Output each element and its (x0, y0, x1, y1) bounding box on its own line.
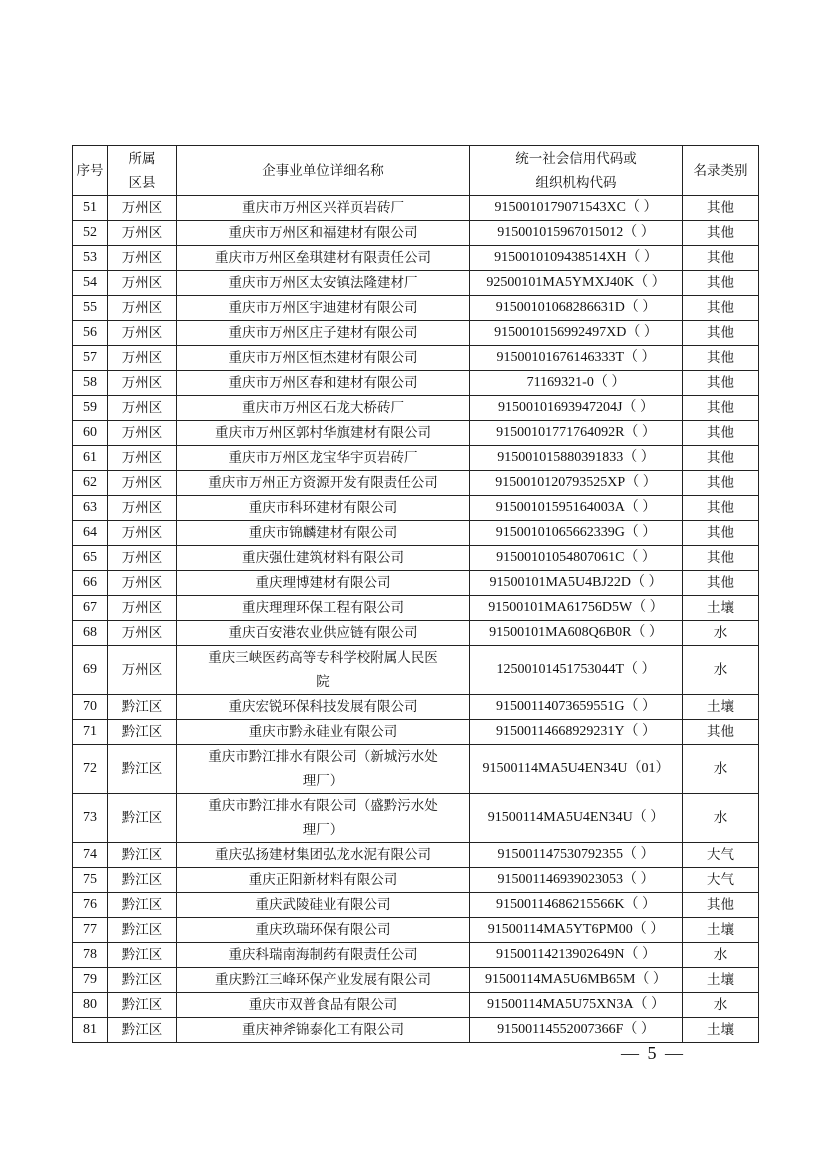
row-name-text: 重庆市万州区恒杰建材有限公司 (228, 350, 418, 366)
row-category: 其他 (683, 496, 759, 521)
row-index: 74 (73, 843, 108, 868)
row-district: 万州区 (108, 471, 177, 496)
row-index: 72 (73, 745, 108, 794)
row-category: 其他 (683, 221, 759, 246)
row-name (177, 346, 470, 371)
row-name-text: 重庆市万州区兴祥页岩砖厂 (242, 200, 404, 216)
row-district: 万州区 (108, 371, 177, 396)
row-district: 黔江区 (108, 720, 177, 745)
row-index: 53 (73, 246, 108, 271)
row-name-text: 重庆三峡医药高等专科学校附属人民医院 (208, 650, 438, 690)
row-name-text: 重庆市万州区石龙大桥砖厂 (242, 400, 404, 416)
row-name (177, 1018, 470, 1043)
row-category: 其他 (683, 720, 759, 745)
row-category: 土壤 (683, 968, 759, 993)
row-name (177, 745, 470, 794)
row-name-text: 重庆市黔江排水有限公司（盛黔污水处理厂） (208, 798, 438, 838)
row-code: 92500101MA5YMXJ40K（ ） (470, 271, 683, 296)
row-name (177, 968, 470, 993)
row-name-text: 重庆市万州正方资源开发有限责任公司 (208, 475, 438, 491)
row-code: 915001015967015012（ ） (470, 221, 683, 246)
row-code: 91500114686215566K（ ） (470, 893, 683, 918)
row-district: 万州区 (108, 621, 177, 646)
row-category: 其他 (683, 446, 759, 471)
row-district: 万州区 (108, 646, 177, 695)
row-index: 80 (73, 993, 108, 1018)
row-index: 58 (73, 371, 108, 396)
row-district: 万州区 (108, 271, 177, 296)
row-name (177, 471, 470, 496)
row-name (177, 421, 470, 446)
table-row (73, 943, 759, 968)
table-body (73, 196, 759, 1043)
row-code: 91500101065662339G（ ） (470, 521, 683, 546)
row-name (177, 271, 470, 296)
row-index: 61 (73, 446, 108, 471)
header-name: 企事业单位详细名称 (177, 146, 470, 196)
table-row (73, 371, 759, 396)
row-district: 万州区 (108, 346, 177, 371)
row-index: 73 (73, 794, 108, 843)
row-code: 91500114552007366F（ ） (470, 1018, 683, 1043)
row-district: 万州区 (108, 296, 177, 321)
row-category: 土壤 (683, 596, 759, 621)
row-district: 万州区 (108, 571, 177, 596)
row-name (177, 521, 470, 546)
row-category: 其他 (683, 396, 759, 421)
row-district: 黔江区 (108, 843, 177, 868)
row-category: 其他 (683, 471, 759, 496)
row-index: 69 (73, 646, 108, 695)
row-category: 其他 (683, 421, 759, 446)
row-code: 91500114MA5U75XN3A（ ） (470, 993, 683, 1018)
table-row (73, 794, 759, 843)
row-code: 91500101693947204J（ ） (470, 396, 683, 421)
row-district: 黔江区 (108, 918, 177, 943)
table-row (73, 646, 759, 695)
row-code: 91500101595164003A（ ） (470, 496, 683, 521)
row-name (177, 396, 470, 421)
row-name (177, 546, 470, 571)
row-code: 915001015880391833（ ） (470, 446, 683, 471)
row-category: 土壤 (683, 918, 759, 943)
table-row (73, 396, 759, 421)
table-row (73, 471, 759, 496)
row-category: 其他 (683, 546, 759, 571)
row-district: 万州区 (108, 396, 177, 421)
row-name (177, 321, 470, 346)
row-district: 万州区 (108, 446, 177, 471)
table-row (73, 621, 759, 646)
table-row (73, 246, 759, 271)
row-index: 65 (73, 546, 108, 571)
row-index: 78 (73, 943, 108, 968)
row-name (177, 496, 470, 521)
table-row (73, 720, 759, 745)
row-code: 91500101771764092R（ ） (470, 421, 683, 446)
page-number: — 5 — (621, 1043, 685, 1063)
row-name (177, 868, 470, 893)
row-name-text: 重庆理博建材有限公司 (255, 575, 391, 591)
row-category: 水 (683, 794, 759, 843)
row-code: 915001146939023053（ ） (470, 868, 683, 893)
row-name (177, 993, 470, 1018)
row-name (177, 695, 470, 720)
row-index: 64 (73, 521, 108, 546)
row-name (177, 646, 470, 695)
row-name-text: 重庆市万州区宇迪建材有限公司 (228, 300, 418, 316)
row-name-text: 重庆神斧锦泰化工有限公司 (242, 1022, 404, 1038)
row-code: 91500101054807061C（ ） (470, 546, 683, 571)
header-index: 序号 (73, 146, 108, 196)
table-row (73, 321, 759, 346)
header-category: 名录类别 (683, 146, 759, 196)
table-row (73, 695, 759, 720)
row-name (177, 221, 470, 246)
row-code: 91500114MA5U6MB65M（ ） (470, 968, 683, 993)
row-name-text: 重庆市万州区垒琪建材有限责任公司 (215, 250, 431, 266)
row-name-text: 重庆强仕建筑材料有限公司 (242, 550, 404, 566)
row-index: 54 (73, 271, 108, 296)
row-category: 土壤 (683, 1018, 759, 1043)
row-code: 9150010109438514XH（ ） (470, 246, 683, 271)
table-row (73, 221, 759, 246)
row-name-text: 重庆市万州区和福建材有限公司 (228, 225, 418, 241)
table-row (73, 546, 759, 571)
header-district: 所属 区县 (108, 146, 177, 196)
row-district: 黔江区 (108, 794, 177, 843)
row-code: 9150010179071543XC（ ） (470, 196, 683, 221)
row-category: 其他 (683, 246, 759, 271)
row-index: 51 (73, 196, 108, 221)
table-row (73, 968, 759, 993)
row-code: 915001147530792355（ ） (470, 843, 683, 868)
row-index: 76 (73, 893, 108, 918)
row-code: 91500101MA608Q6B0R（ ） (470, 621, 683, 646)
row-name-text: 重庆武陵硅业有限公司 (255, 897, 391, 913)
row-name-text: 重庆黔江三峰环保产业发展有限公司 (215, 972, 431, 988)
row-district: 黔江区 (108, 745, 177, 794)
row-category: 大气 (683, 843, 759, 868)
row-code: 91500114213902649N（ ） (470, 943, 683, 968)
table-row (73, 571, 759, 596)
row-category: 其他 (683, 893, 759, 918)
row-index: 60 (73, 421, 108, 446)
row-category: 水 (683, 745, 759, 794)
row-category: 水 (683, 621, 759, 646)
row-name-text: 重庆百安港农业供应链有限公司 (228, 625, 418, 641)
row-name-text: 重庆市万州区郭村华旗建材有限公司 (215, 425, 431, 441)
row-code: 91500114668929231Y（ ） (470, 720, 683, 745)
row-index: 79 (73, 968, 108, 993)
table-row (73, 843, 759, 868)
row-name-text: 重庆玖瑞环保有限公司 (255, 922, 391, 938)
row-index: 70 (73, 695, 108, 720)
table-row (73, 918, 759, 943)
table-row (73, 421, 759, 446)
table-row (73, 446, 759, 471)
row-district: 黔江区 (108, 1018, 177, 1043)
row-name-text: 重庆科瑞南海制药有限责任公司 (228, 947, 418, 963)
row-index: 81 (73, 1018, 108, 1043)
row-name-text: 重庆市双普食品有限公司 (248, 997, 398, 1013)
row-district: 黔江区 (108, 968, 177, 993)
row-code: 91500101068286631D（ ） (470, 296, 683, 321)
row-category: 水 (683, 943, 759, 968)
row-category: 其他 (683, 346, 759, 371)
row-name-text: 重庆市万州区龙宝华宇页岩砖厂 (228, 450, 418, 466)
row-district: 黔江区 (108, 943, 177, 968)
row-name (177, 246, 470, 271)
row-name (177, 621, 470, 646)
row-name-text: 重庆市万州区太安镇法隆建材厂 (228, 275, 418, 291)
row-category: 其他 (683, 571, 759, 596)
row-index: 77 (73, 918, 108, 943)
row-district: 黔江区 (108, 868, 177, 893)
row-index: 55 (73, 296, 108, 321)
table-row (73, 296, 759, 321)
row-district: 万州区 (108, 596, 177, 621)
row-category: 土壤 (683, 695, 759, 720)
table-row (73, 496, 759, 521)
table-row (73, 196, 759, 221)
table-row (73, 346, 759, 371)
row-code: 91500114MA5YT6PM00（ ） (470, 918, 683, 943)
row-category: 其他 (683, 521, 759, 546)
row-district: 万州区 (108, 221, 177, 246)
row-name (177, 571, 470, 596)
row-name-text: 重庆正阳新材料有限公司 (248, 872, 398, 888)
row-code: 91500101MA61756D5W（ ） (470, 596, 683, 621)
row-district: 黔江区 (108, 695, 177, 720)
row-code: 91500114MA5U4EN34U（01） (470, 745, 683, 794)
row-category: 其他 (683, 321, 759, 346)
row-code: 91500101MA5U4BJ22D（ ） (470, 571, 683, 596)
row-code: 71169321-0（ ） (470, 371, 683, 396)
row-name-text: 重庆宏锐环保科技发展有限公司 (228, 699, 418, 715)
row-name-text: 重庆市万州区庄子建材有限公司 (228, 325, 418, 341)
row-district: 万州区 (108, 521, 177, 546)
row-code: 91500114MA5U4EN34U（ ） (470, 794, 683, 843)
row-code: 91500114073659551G（ ） (470, 695, 683, 720)
row-index: 71 (73, 720, 108, 745)
row-index: 67 (73, 596, 108, 621)
header-code: 统一社会信用代码或 组织机构代码 (470, 146, 683, 196)
table-row (73, 1018, 759, 1043)
row-name (177, 918, 470, 943)
row-category: 其他 (683, 371, 759, 396)
row-category: 其他 (683, 271, 759, 296)
row-district: 万州区 (108, 246, 177, 271)
row-category: 其他 (683, 196, 759, 221)
row-district: 万州区 (108, 496, 177, 521)
row-name-text: 重庆理理环保工程有限公司 (242, 600, 404, 616)
row-name (177, 296, 470, 321)
row-district: 黔江区 (108, 993, 177, 1018)
table-row (73, 868, 759, 893)
row-name (177, 371, 470, 396)
row-index: 59 (73, 396, 108, 421)
row-name (177, 596, 470, 621)
row-index: 66 (73, 571, 108, 596)
table-row (73, 521, 759, 546)
row-category: 水 (683, 993, 759, 1018)
row-code: 9150010120793525XP（ ） (470, 471, 683, 496)
table-row (73, 893, 759, 918)
row-code: 91500101676146333T（ ） (470, 346, 683, 371)
table-row (73, 596, 759, 621)
row-name-text: 重庆市黔江排水有限公司（新城污水处理厂） (208, 749, 438, 789)
row-index: 52 (73, 221, 108, 246)
row-district: 黔江区 (108, 893, 177, 918)
table-row (73, 271, 759, 296)
row-name-text: 重庆弘扬建材集团弘龙水泥有限公司 (215, 847, 431, 863)
row-index: 56 (73, 321, 108, 346)
row-index: 57 (73, 346, 108, 371)
row-category: 水 (683, 646, 759, 695)
row-name (177, 893, 470, 918)
enterprise-list-table (72, 145, 759, 1043)
row-index: 68 (73, 621, 108, 646)
row-name (177, 446, 470, 471)
row-category: 大气 (683, 868, 759, 893)
row-district: 万州区 (108, 196, 177, 221)
row-code: 9150010156992497XD（ ） (470, 321, 683, 346)
row-name (177, 196, 470, 221)
row-district: 万州区 (108, 546, 177, 571)
row-name-text: 重庆市万州区春和建材有限公司 (228, 375, 418, 391)
table-row (73, 993, 759, 1018)
row-name (177, 794, 470, 843)
row-code: 12500101451753044T（ ） (470, 646, 683, 695)
row-name (177, 843, 470, 868)
row-name-text: 重庆市锦麟建材有限公司 (248, 525, 398, 541)
row-index: 75 (73, 868, 108, 893)
table-header-row (73, 146, 759, 196)
row-name (177, 943, 470, 968)
row-name-text: 重庆市科环建材有限公司 (248, 500, 398, 516)
row-district: 万州区 (108, 421, 177, 446)
row-category: 其他 (683, 296, 759, 321)
table-row (73, 745, 759, 794)
row-name-text: 重庆市黔永硅业有限公司 (248, 724, 398, 740)
row-index: 63 (73, 496, 108, 521)
row-index: 62 (73, 471, 108, 496)
row-name (177, 720, 470, 745)
row-district: 万州区 (108, 321, 177, 346)
